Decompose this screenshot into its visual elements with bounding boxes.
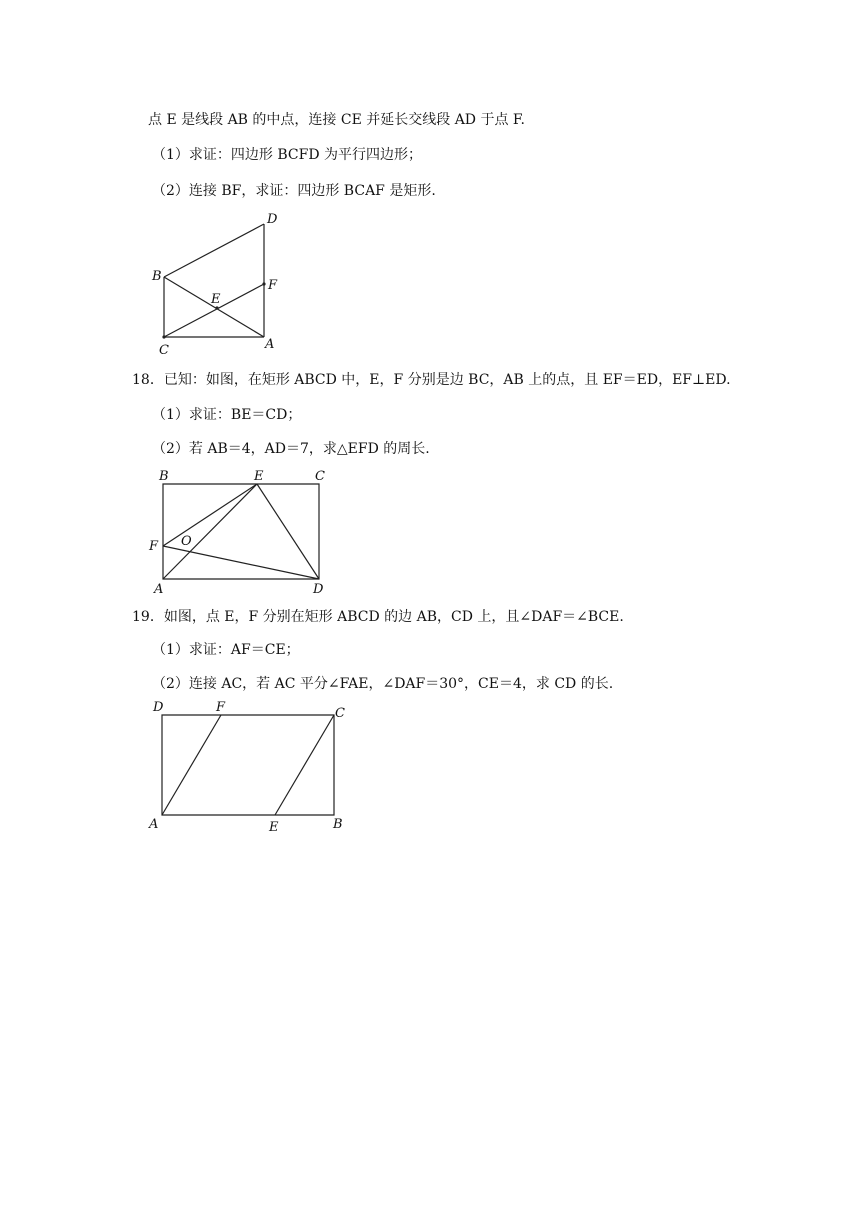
- label-C: C: [159, 343, 169, 358]
- label-E: E: [269, 820, 279, 835]
- label-A: A: [149, 817, 159, 832]
- problem18-part2: （2）若 AB＝4，AD＝7，求△EFD 的周长.: [152, 441, 430, 457]
- label-B: B: [152, 269, 162, 284]
- label-E: E: [254, 469, 264, 484]
- label-F: F: [268, 278, 278, 293]
- segment-FD: [163, 546, 319, 579]
- label-B: B: [333, 817, 343, 832]
- label-B: B: [159, 469, 169, 484]
- segment-BD: [164, 224, 264, 277]
- problem17-part2: （2）连接 BF，求证：四边形 BCAF 是矩形.: [152, 183, 436, 199]
- label-D: D: [313, 582, 324, 597]
- problem17-figure: [145, 205, 295, 360]
- problem19-part1: （1）求证：AF＝CE；: [152, 642, 300, 658]
- problem19-stem: 19．如图，点 E，F 分别在矩形 ABCD 的边 AB，CD 上，且∠DAF＝∠BCE.: [132, 609, 624, 625]
- problem18-stem: 18．已知：如图，在矩形 ABCD 中，E，F 分别是边 BC，AB 上的点，且 EF＝ED，EF⊥ED.: [132, 372, 731, 388]
- problem19-part2: （2）连接 AC，若 AC 平分∠FAE，∠DAF＝30°，CE＝4，求 CD 的长.: [152, 676, 614, 692]
- segment-ED: [257, 484, 319, 579]
- rectangle-DCBA: [162, 715, 334, 815]
- problem17-part1: （1）求证：四边形 BCFD 为平行四边形；: [152, 147, 423, 163]
- segment-EC: [275, 715, 334, 815]
- point-F: [262, 282, 265, 285]
- label-D: D: [267, 212, 278, 227]
- label-A: A: [265, 337, 275, 352]
- segment-AF: [162, 715, 221, 815]
- segment-FE: [163, 484, 257, 546]
- segment-BA: [164, 277, 264, 337]
- label-F: F: [149, 539, 159, 554]
- segment-AE: [163, 484, 257, 579]
- label-F: F: [216, 700, 226, 715]
- label-C: C: [335, 706, 345, 721]
- label-A: A: [154, 582, 164, 597]
- label-O: O: [181, 534, 192, 549]
- label-C: C: [315, 469, 325, 484]
- label-E: E: [211, 292, 221, 307]
- problem17-intro: 点 E 是线段 AB 的中点，连接 CE 并延长交线段 AD 于点 F.: [148, 112, 525, 128]
- point-C: [162, 335, 165, 338]
- rectangle-BCDA: [163, 484, 319, 579]
- label-D: D: [153, 700, 164, 715]
- problem19-figure: [145, 695, 355, 835]
- problem18-figure: [145, 462, 345, 597]
- problem18-part1: （1）求证：BE＝CD；: [152, 407, 302, 423]
- segment-BF: [164, 277, 264, 284]
